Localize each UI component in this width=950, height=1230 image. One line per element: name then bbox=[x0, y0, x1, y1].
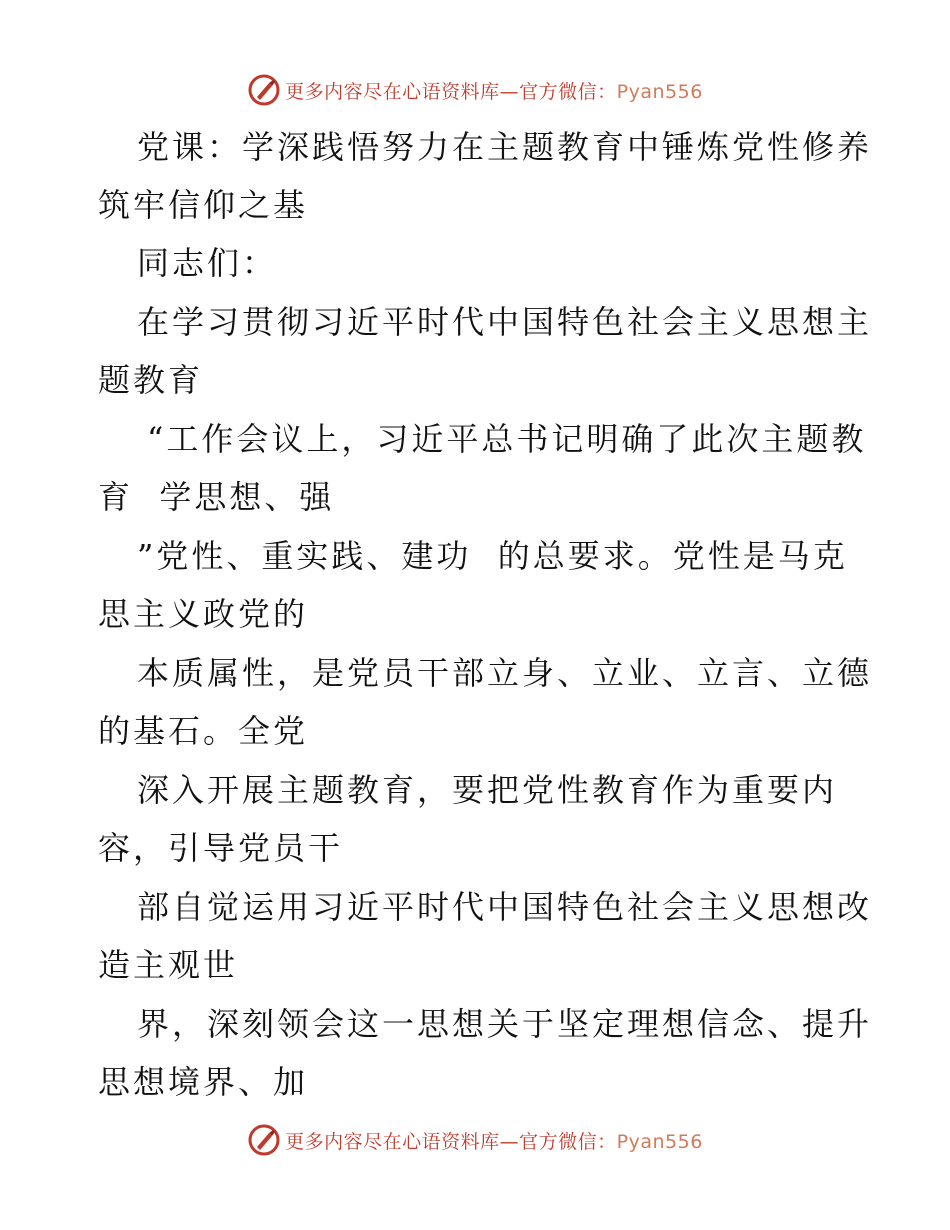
header-banner bbox=[0, 70, 950, 110]
banner-label: 更多内容尽在心语资料库—官方微信： bbox=[285, 80, 617, 103]
document-title-line-1: 党课：学深践悟努力在主题教育中锤炼党性修养 bbox=[137, 128, 873, 166]
banner-text bbox=[285, 77, 703, 104]
pen-nib-logo-icon bbox=[247, 1123, 281, 1157]
paragraph-line: 深入开展主题教育，要把党性教育作为重要内 bbox=[137, 771, 838, 809]
paragraph-line: 题教育 bbox=[98, 361, 204, 399]
wechat-id: Pyan556 bbox=[616, 1130, 703, 1153]
wechat-id: Pyan556 bbox=[616, 80, 703, 103]
paragraph-line: “工作会议上，习近平总书记明确了此次主题教 bbox=[147, 420, 867, 458]
paragraph-line: 的基石。全党 bbox=[98, 712, 309, 750]
paragraph-line: 界，深刻领会这一思想关于坚定理想信念、提升 bbox=[137, 1005, 873, 1043]
salutation: 同志们： bbox=[137, 244, 278, 282]
paragraph-line: 在学习贯彻习近平时代中国特色社会主义思想主 bbox=[137, 303, 873, 341]
paragraph-line: 思想境界、加 bbox=[98, 1063, 309, 1101]
paragraph-line: 容，引导党员干 bbox=[98, 829, 344, 867]
footer-banner bbox=[0, 1120, 950, 1160]
banner-text bbox=[285, 1127, 703, 1154]
paragraph-line: 造主观世 bbox=[98, 946, 239, 984]
paragraph-line: 部自觉运用习近平时代中国特色社会主义思想改 bbox=[137, 888, 873, 926]
banner-label: 更多内容尽在心语资料库—官方微信： bbox=[285, 1130, 617, 1153]
paragraph-line: 本质属性，是党员干部立身、立业、立言、立德 bbox=[137, 654, 873, 692]
pen-nib-logo-icon bbox=[247, 73, 281, 107]
paragraph-line: 育 学思想、强 bbox=[98, 478, 335, 516]
paragraph-line: 思主义政党的 bbox=[98, 595, 309, 633]
paragraph-line: ”党性、重实践、建功 的总要求。党性是马克 bbox=[137, 537, 848, 575]
document-title-line-2: 筑牢信仰之基 bbox=[98, 186, 309, 224]
